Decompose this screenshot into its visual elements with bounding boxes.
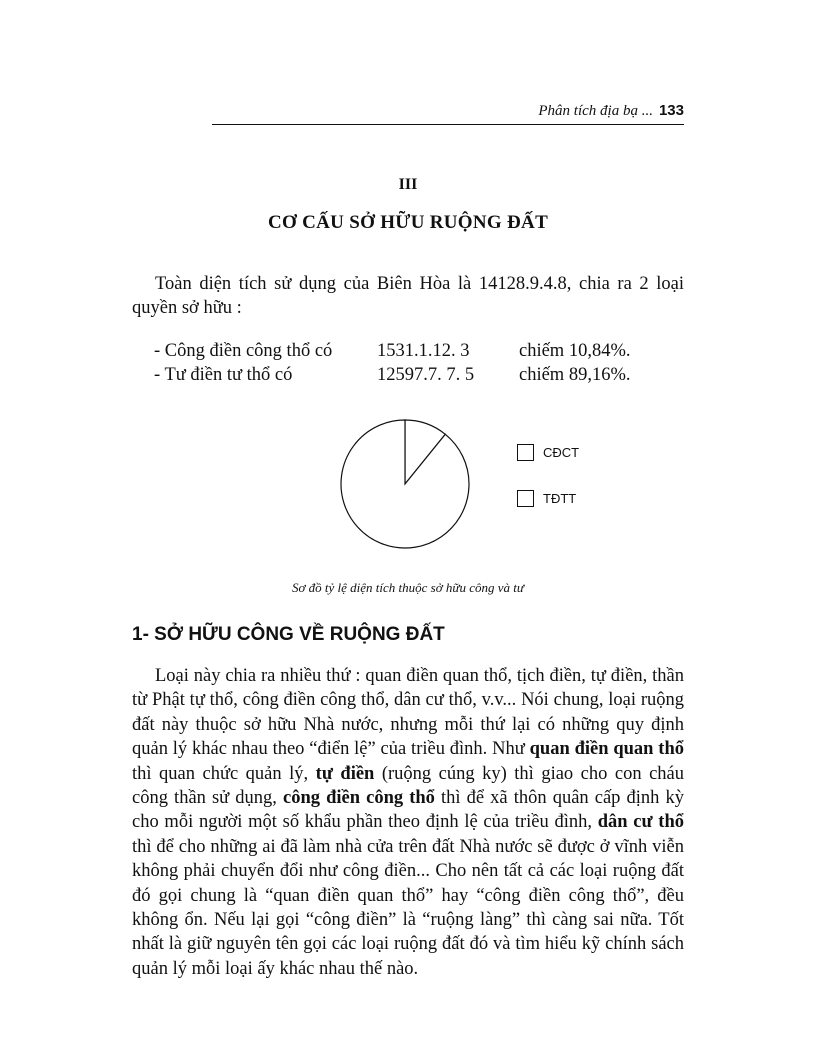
chart-caption: Sơ đồ tỷ lệ diện tích thuộc sở hữu công và tư [291, 580, 525, 595]
row-area-public: 1531.1.12. 3 [377, 341, 470, 361]
legend-swatch-cdct [517, 444, 534, 461]
pie-slice-1 [341, 420, 469, 548]
term-cong-dien: công điền công thổ [283, 788, 435, 809]
section-numeral: III [398, 176, 418, 193]
row-share-public: chiếm 10,84%. [519, 341, 631, 361]
legend-swatch-tdtt [517, 490, 534, 507]
ownership-pie-chart [330, 408, 480, 558]
legend-label-cdct: CĐCT [543, 445, 580, 460]
term-dan-cu-tho: dân cư thổ [597, 812, 684, 833]
term-quan-dien: quan điền quan thổ [529, 739, 684, 760]
row-area-private: 12597.7. 7. 5 [377, 365, 475, 385]
running-header [212, 102, 684, 125]
legend-label-tdtt: TĐTT [543, 491, 577, 506]
page-number: 133 [658, 102, 684, 119]
intro-paragraph: Toàn diện tích sử dụng của Biên Hòa là 14128.9.4.8, chia ra 2 loại quyền sở hữu : [132, 274, 684, 318]
body-paragraph: Loại này chia ra nhiều thứ : quan điền quan thổ, tịch điền, tự điền, thần từ Phật tự thổ, công điền công thổ, dân cư thổ, v.v... Nói chung, loại ruộng đất này thuộc sở hữu Nhà nước, nhưng mỗi thứ lại có những quy định quản lý khác nhau theo “điển lệ” của triều đình. Như quan điền quan thổ thì quan chức quản lý, tự điền (ruộng cúng ky) thì giao cho con cháu công thần sử dụng, công điền công thổ thì để xã thôn quân cấp định kỳ cho mỗi người một số khẩu phần theo định lệ của triều đình, dân cư thổ thì để cho những ai đã làm nhà cửa trên đất Nhà nước sẽ được ở vĩnh viễn không phải chuyển đổi như công điền... Cho nên tất cả các loại ruộng đất đó gọi chung là “quan điền quan thổ” hay “công điền công thổ”, đều không ổn. Nếu lại gọi “công điền” là “ruộng làng” thì càng sai nữa. Tốt nhất là giữ nguyên tên gọi các loại ruộng đất đó và tìm hiểu kỹ chính sách quản lý mỗi loại ấy khác nhau thế nào. [132, 666, 685, 979]
row-label-private: - Tư điền tư thổ có [154, 365, 293, 385]
term-tu-dien: tự điền [315, 763, 375, 784]
row-label-public: - Công điền công thổ có [154, 341, 333, 361]
section-title: CƠ CẤU SỞ HỮU RUỘNG ĐẤT [267, 212, 549, 233]
row-share-private: chiếm 89,16%. [519, 365, 631, 385]
subsection-heading: 1- SỞ HỮU CÔNG VỀ RUỘNG ĐẤT [132, 624, 445, 645]
running-title: Phân tích địa bạ ... [538, 103, 653, 119]
